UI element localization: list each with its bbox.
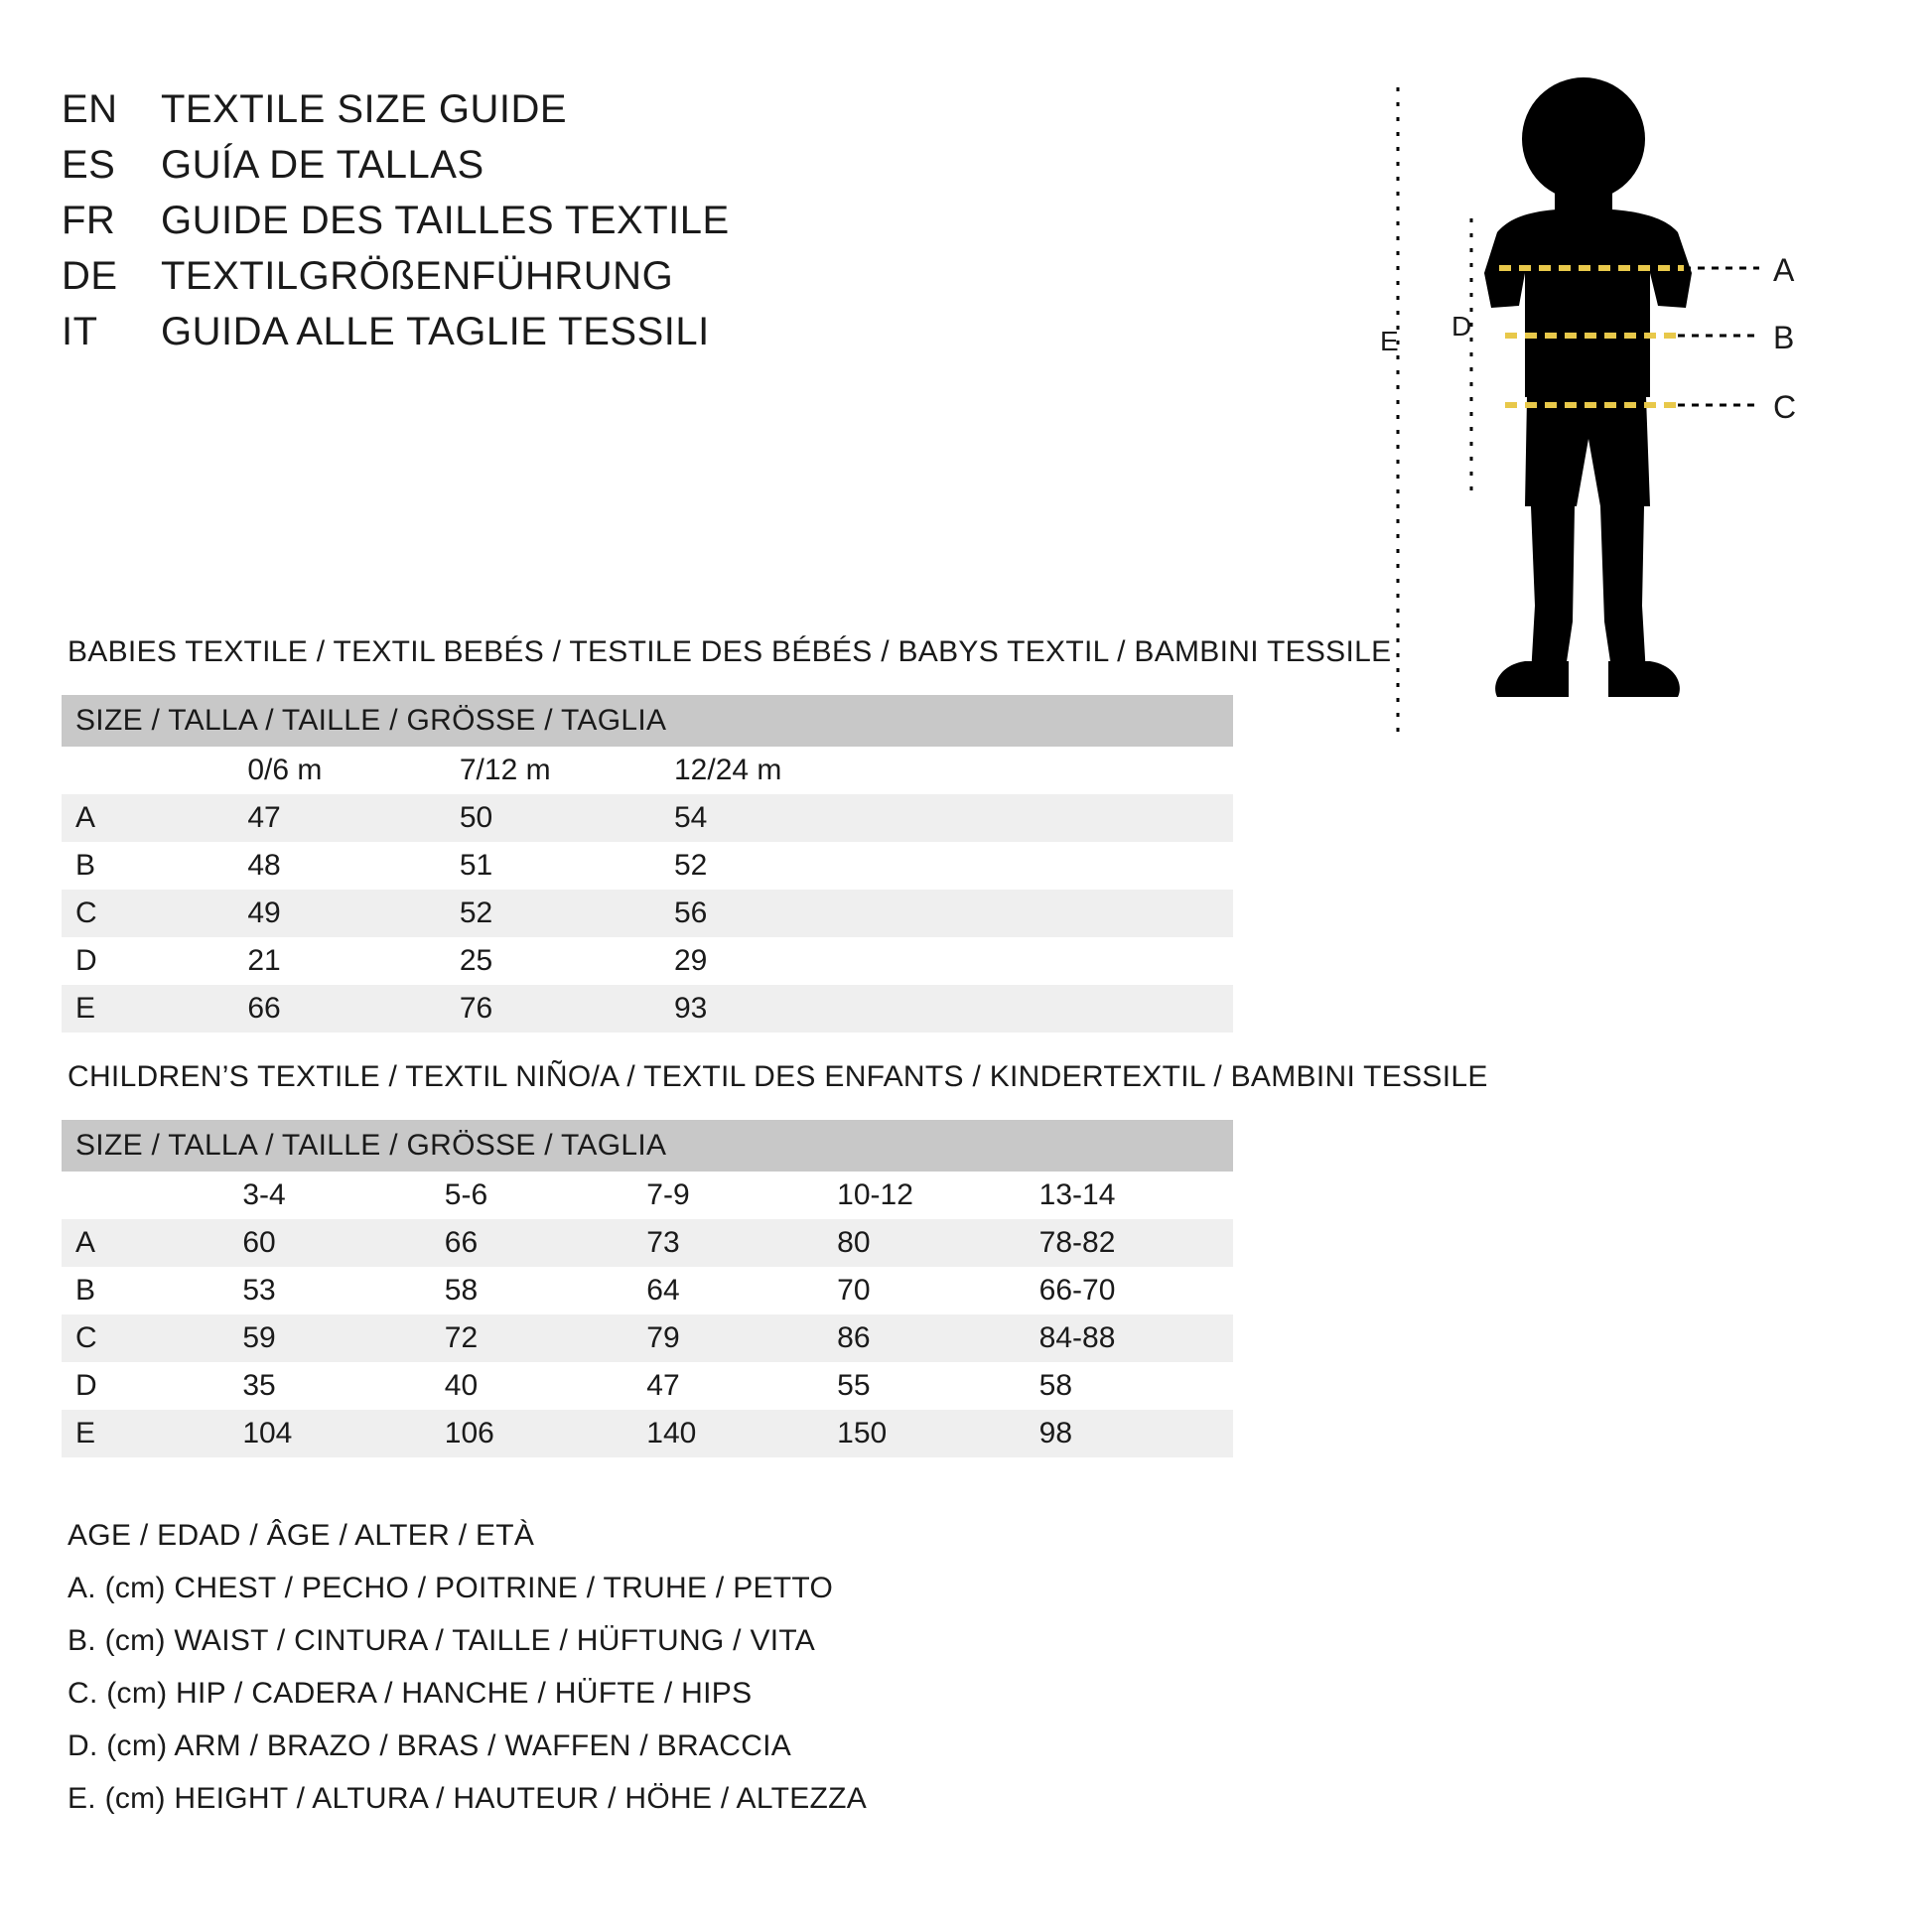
data-cell: 29 — [674, 944, 708, 977]
data-cell: 150 — [811, 1410, 1013, 1457]
data-cell: 70 — [837, 1274, 871, 1307]
babies-size-table — [62, 695, 1233, 1033]
row-label: D — [75, 944, 97, 977]
data-cell: 86 — [811, 1314, 1013, 1362]
table-row — [62, 985, 1233, 1033]
data-cell: 54 — [648, 794, 1233, 842]
column-header: 3-4 — [242, 1178, 286, 1211]
language-row — [62, 87, 730, 143]
row-label: E — [62, 1410, 153, 1457]
table-row — [62, 842, 1233, 890]
data-cell: 72 — [419, 1314, 621, 1362]
data-cell: 84-88 — [1014, 1314, 1233, 1362]
children-size-table — [62, 1120, 1233, 1457]
marker-label-e: E — [1380, 326, 1399, 356]
language-code: DE — [62, 254, 118, 298]
language-title: GUÍA DE TALLAS — [161, 143, 484, 187]
data-cell: 52 — [434, 890, 648, 937]
language-code: ES — [62, 143, 116, 187]
row-label: A — [62, 1219, 153, 1267]
column-header: 10-12 — [837, 1178, 913, 1211]
data-cell: 80 — [811, 1219, 1013, 1267]
data-cell: 64 — [646, 1274, 680, 1307]
table-row — [62, 1219, 1233, 1267]
legend-item-waist: B. (cm) WAIST / CINTURA / TAILLE / HÜFTUNG / VITA — [68, 1624, 816, 1657]
column-header: 7/12 m — [459, 754, 551, 786]
corner-cell — [62, 1172, 153, 1219]
data-cell: 78-82 — [1014, 1219, 1233, 1267]
data-cell: 47 — [158, 794, 434, 842]
table-row — [62, 1410, 1233, 1457]
legend-item-height: E. (cm) HEIGHT / ALTURA / HAUTEUR / HÖHE / ALTEZZA — [68, 1782, 868, 1815]
language-title: GUIDE DES TAILLES TEXTILE — [161, 199, 730, 242]
data-cell: 58 — [1038, 1369, 1073, 1402]
data-cell: 47 — [646, 1369, 680, 1402]
row-label: C — [62, 890, 158, 937]
babies-size-header: SIZE / TALLA / TAILLE / GRÖSSE / TAGLIA — [62, 695, 1233, 747]
measurement-figure — [1380, 69, 1876, 755]
data-cell: 73 — [621, 1219, 811, 1267]
table-row — [62, 890, 1233, 937]
corner-cell — [62, 747, 158, 794]
table-row — [62, 1314, 1233, 1362]
marker-label-b: B — [1773, 320, 1795, 355]
language-title: TEXTILE SIZE GUIDE — [161, 87, 568, 131]
legend-item-arm: D. (cm) ARM / BRAZO / BRAS / WAFFEN / BRACCIA — [68, 1729, 792, 1762]
row-label: B — [75, 849, 96, 882]
table-row — [62, 1267, 1233, 1314]
column-header: 5-6 — [444, 1178, 488, 1211]
child-silhouette — [1484, 77, 1692, 697]
language-row — [62, 254, 730, 310]
data-cell: 56 — [648, 890, 1233, 937]
data-cell: 48 — [247, 849, 281, 882]
table-row — [62, 1362, 1233, 1410]
language-code: EN — [62, 87, 118, 131]
language-title-block — [62, 87, 730, 365]
marker-label-d: D — [1451, 311, 1472, 342]
legend-title: AGE / EDAD / ÂGE / ALTER / ETÀ — [68, 1519, 535, 1552]
babies-section-heading: BABIES TEXTILE / TEXTIL BEBÉS / TESTILE DES BÉBÉS / BABYS TEXTIL / BAMBINI TESSILE — [68, 635, 1392, 668]
data-cell: 53 — [242, 1274, 276, 1307]
data-cell: 55 — [837, 1369, 871, 1402]
row-label: D — [75, 1369, 97, 1402]
data-cell: 49 — [158, 890, 434, 937]
legend-item-chest: A. (cm) CHEST / PECHO / POITRINE / TRUHE / PETTO — [68, 1572, 834, 1604]
data-cell: 66 — [419, 1219, 621, 1267]
column-header: 12/24 m — [674, 754, 782, 786]
table-row — [62, 937, 1233, 985]
row-label: A — [62, 794, 158, 842]
language-row — [62, 310, 730, 365]
language-row — [62, 143, 730, 199]
language-title: TEXTILGRÖßENFÜHRUNG — [161, 254, 674, 298]
row-label: E — [62, 985, 158, 1033]
data-cell: 25 — [459, 944, 493, 977]
column-header: 7-9 — [646, 1178, 690, 1211]
data-cell: 76 — [434, 985, 648, 1033]
data-cell: 51 — [459, 849, 493, 882]
data-cell: 66-70 — [1038, 1274, 1116, 1307]
data-cell: 60 — [153, 1219, 418, 1267]
data-cell: 98 — [1014, 1410, 1233, 1457]
data-cell: 66 — [158, 985, 434, 1033]
data-cell: 58 — [444, 1274, 479, 1307]
data-cell: 40 — [444, 1369, 479, 1402]
data-cell: 93 — [648, 985, 1233, 1033]
data-cell: 106 — [419, 1410, 621, 1457]
marker-label-c: C — [1773, 389, 1797, 425]
data-cell: 59 — [153, 1314, 418, 1362]
data-cell: 35 — [242, 1369, 276, 1402]
data-cell: 104 — [153, 1410, 418, 1457]
row-label: C — [62, 1314, 153, 1362]
language-row — [62, 199, 730, 254]
data-cell: 52 — [674, 849, 708, 882]
language-code: FR — [62, 199, 116, 242]
table-header-row — [62, 747, 1233, 794]
data-cell: 79 — [621, 1314, 811, 1362]
column-header: 13-14 — [1038, 1178, 1116, 1211]
marker-label-a: A — [1773, 252, 1795, 288]
column-header: 0/6 m — [247, 754, 323, 786]
legend-block — [68, 1519, 867, 1835]
table-row — [62, 794, 1233, 842]
data-cell: 21 — [247, 944, 281, 977]
language-title: GUIDA ALLE TAGLIE TESSILI — [161, 310, 710, 353]
data-cell: 140 — [621, 1410, 811, 1457]
data-cell: 50 — [434, 794, 648, 842]
legend-item-hip: C. (cm) HIP / CADERA / HANCHE / HÜFTE / HIPS — [68, 1677, 753, 1710]
table-header-row — [62, 1172, 1233, 1219]
children-size-header: SIZE / TALLA / TAILLE / GRÖSSE / TAGLIA — [62, 1120, 1233, 1172]
language-code: IT — [62, 310, 98, 353]
children-section-heading: CHILDREN’S TEXTILE / TEXTIL NIÑO/A / TEXTIL DES ENFANTS / KINDERTEXTIL / BAMBINI TESSILE — [68, 1060, 1488, 1093]
row-label: B — [75, 1274, 96, 1307]
